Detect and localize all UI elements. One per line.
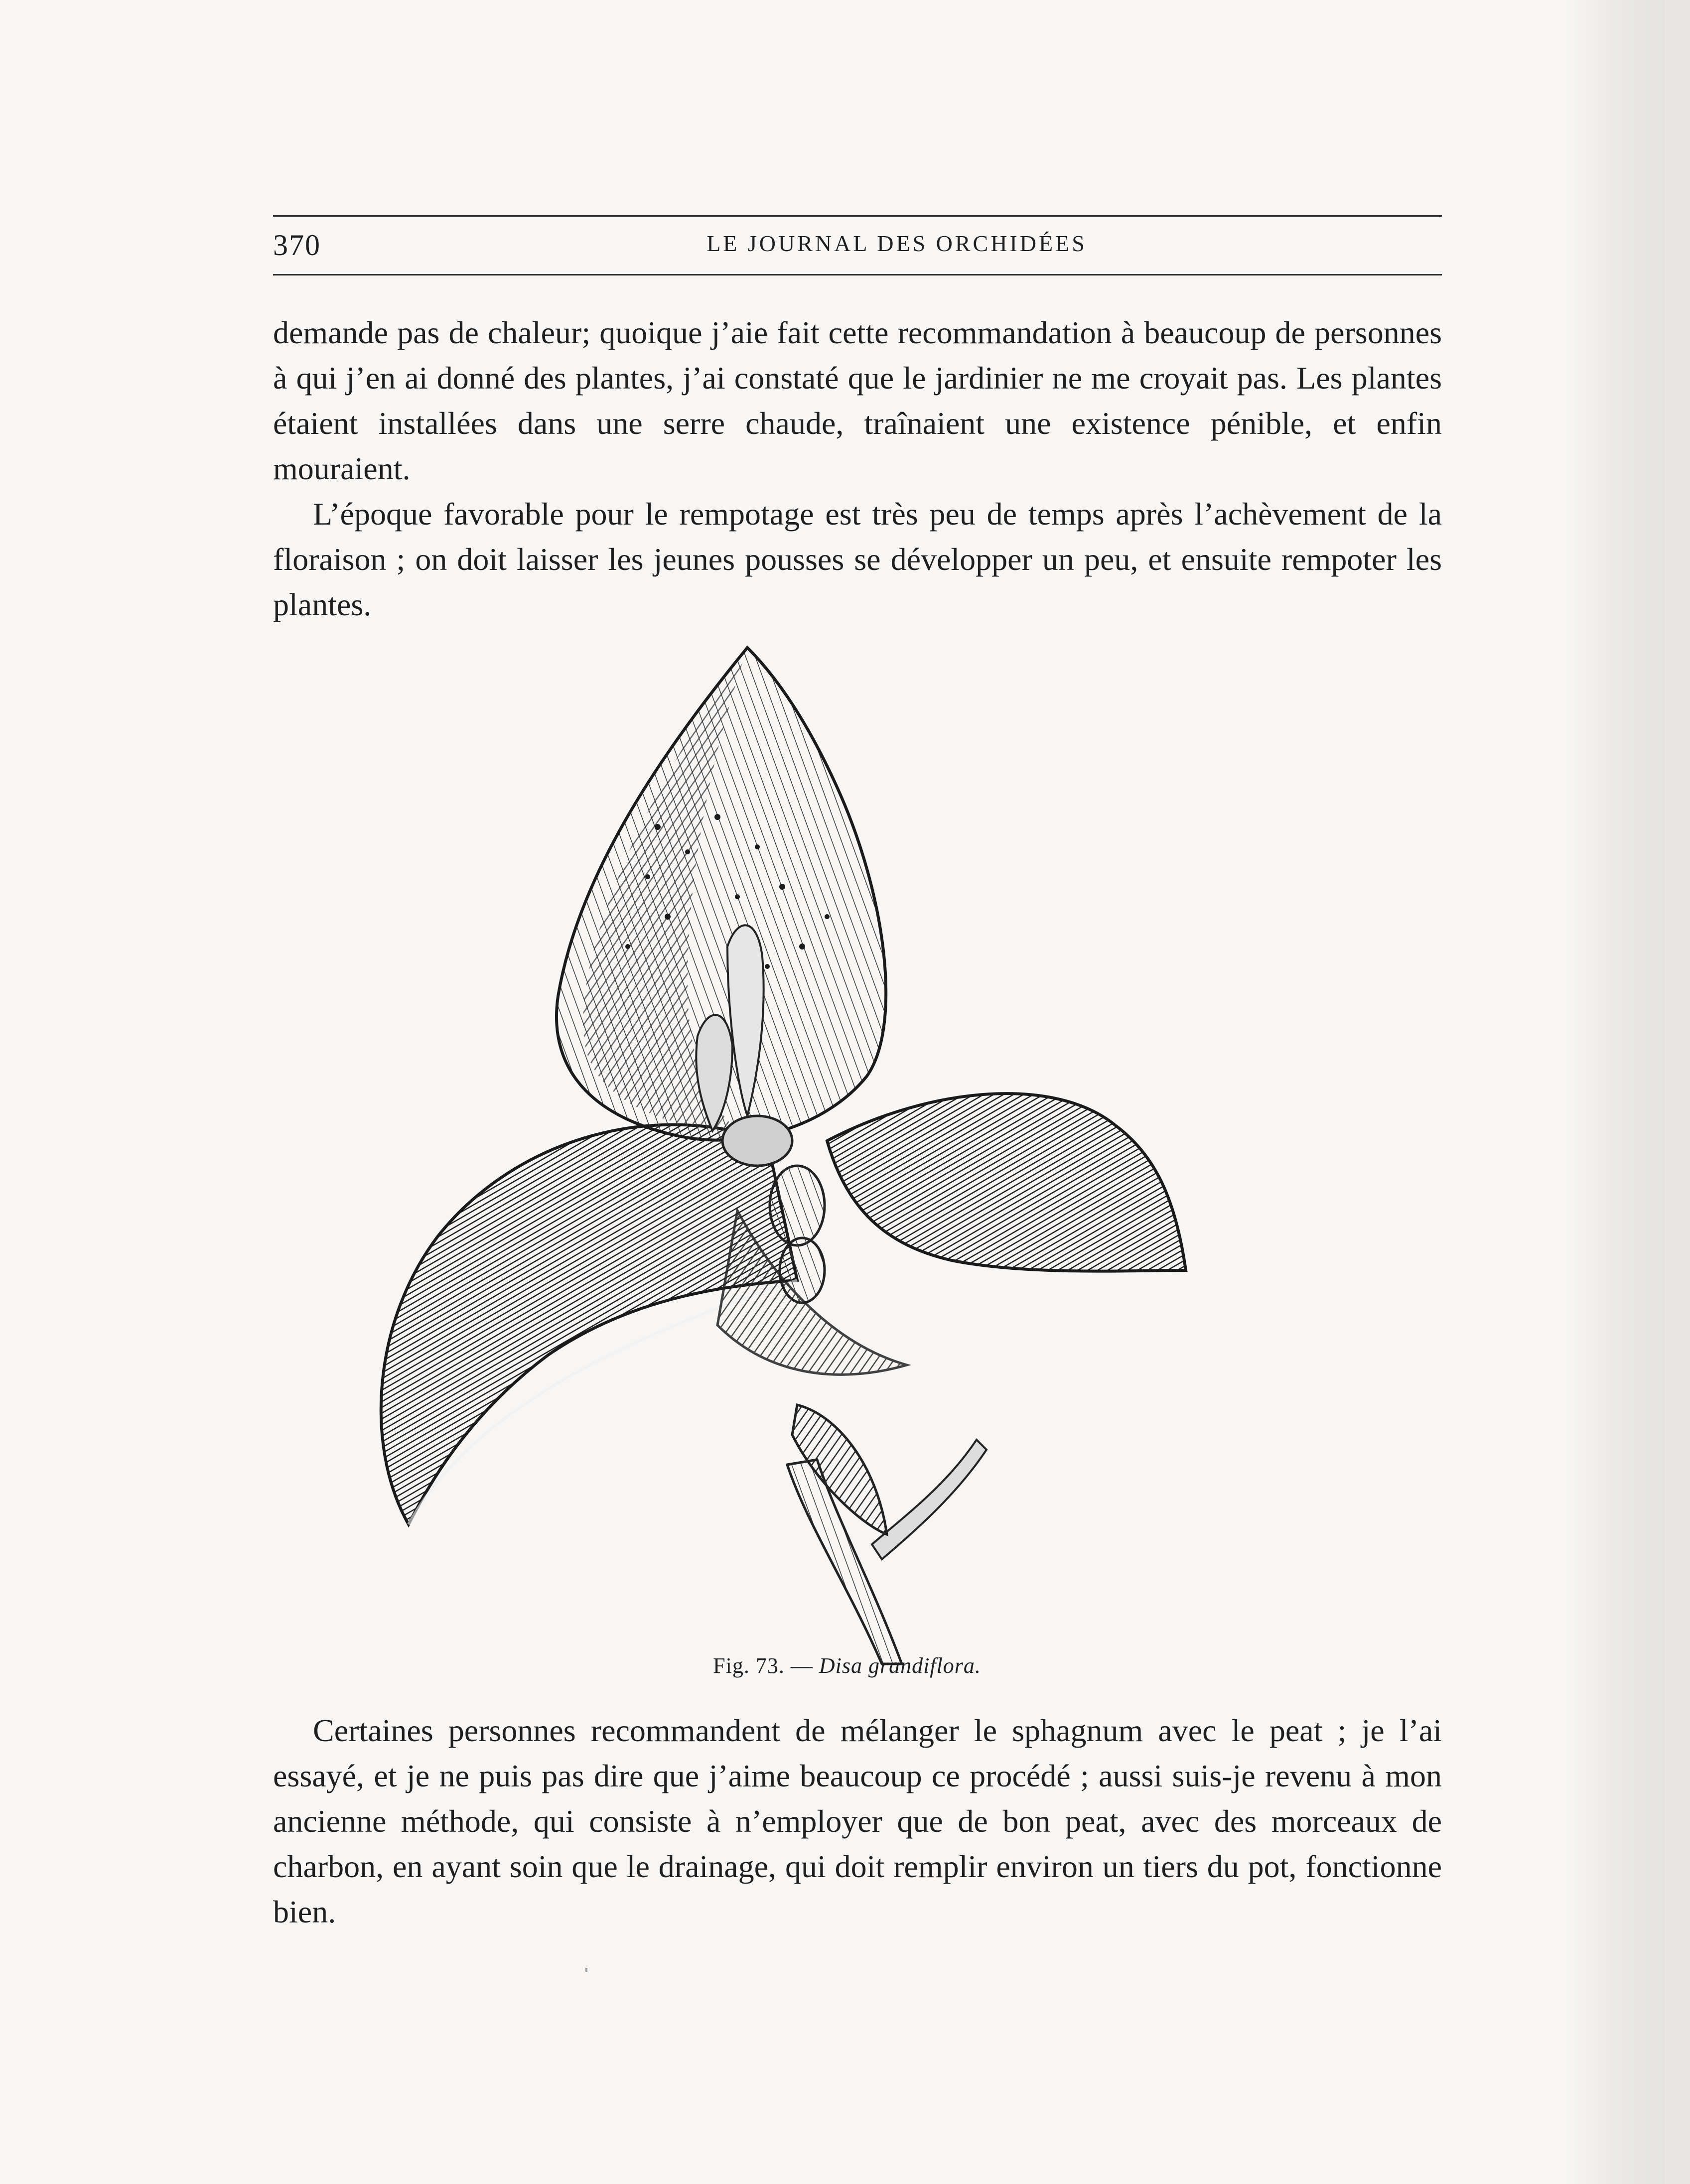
paragraph: demande pas de chaleur; quoique j’aie fait cette recommandation à beaucoup de personnes à qui j’en ai donné des plantes, j’ai constaté que le jardinier ne me croyait pas. Les plantes étaient installées dans une serre chaude, traînaient une existence pénible, et enfin mouraient. bbox=[273, 315, 1442, 486]
page-number: 370 bbox=[273, 229, 321, 262]
header-rule-bottom bbox=[273, 274, 1442, 275]
body-text-bottom bbox=[273, 1708, 1442, 1934]
figure-caption bbox=[598, 1653, 1096, 1678]
paragraph: L’époque favorable pour le rempotage est très peu de temps après l’achèvement de la floraison ; on doit laisser les jeunes pousses se développer un peu, et ensuite rempoter les plantes. bbox=[273, 496, 1442, 622]
page-edge bbox=[1665, 0, 1690, 2184]
orchid-illustration bbox=[309, 638, 1305, 1674]
body-text-top bbox=[273, 310, 1442, 627]
print-mark bbox=[585, 1968, 587, 1972]
paragraph: Certaines personnes recommandent de mélanger le sphagnum avec le peat ; je l’ai essayé, et je ne puis pas dire que j’aime beaucoup ce procédé ; aussi suis-je revenu à mon ancienne méthode, qui consiste à n’employer que de bon peat, avec des morceaux de charbon, en ayant soin que le drainage, qui doit remplir environ un tiers du pot, fonctionne bien. bbox=[273, 1713, 1442, 1929]
header-rule-top bbox=[273, 215, 1442, 217]
running-head: LE JOURNAL DES ORCHIDÉES bbox=[706, 231, 1087, 256]
caption-species-name: Disa grandiflora. bbox=[819, 1653, 981, 1678]
caption-number: Fig. 73. — bbox=[713, 1653, 813, 1678]
